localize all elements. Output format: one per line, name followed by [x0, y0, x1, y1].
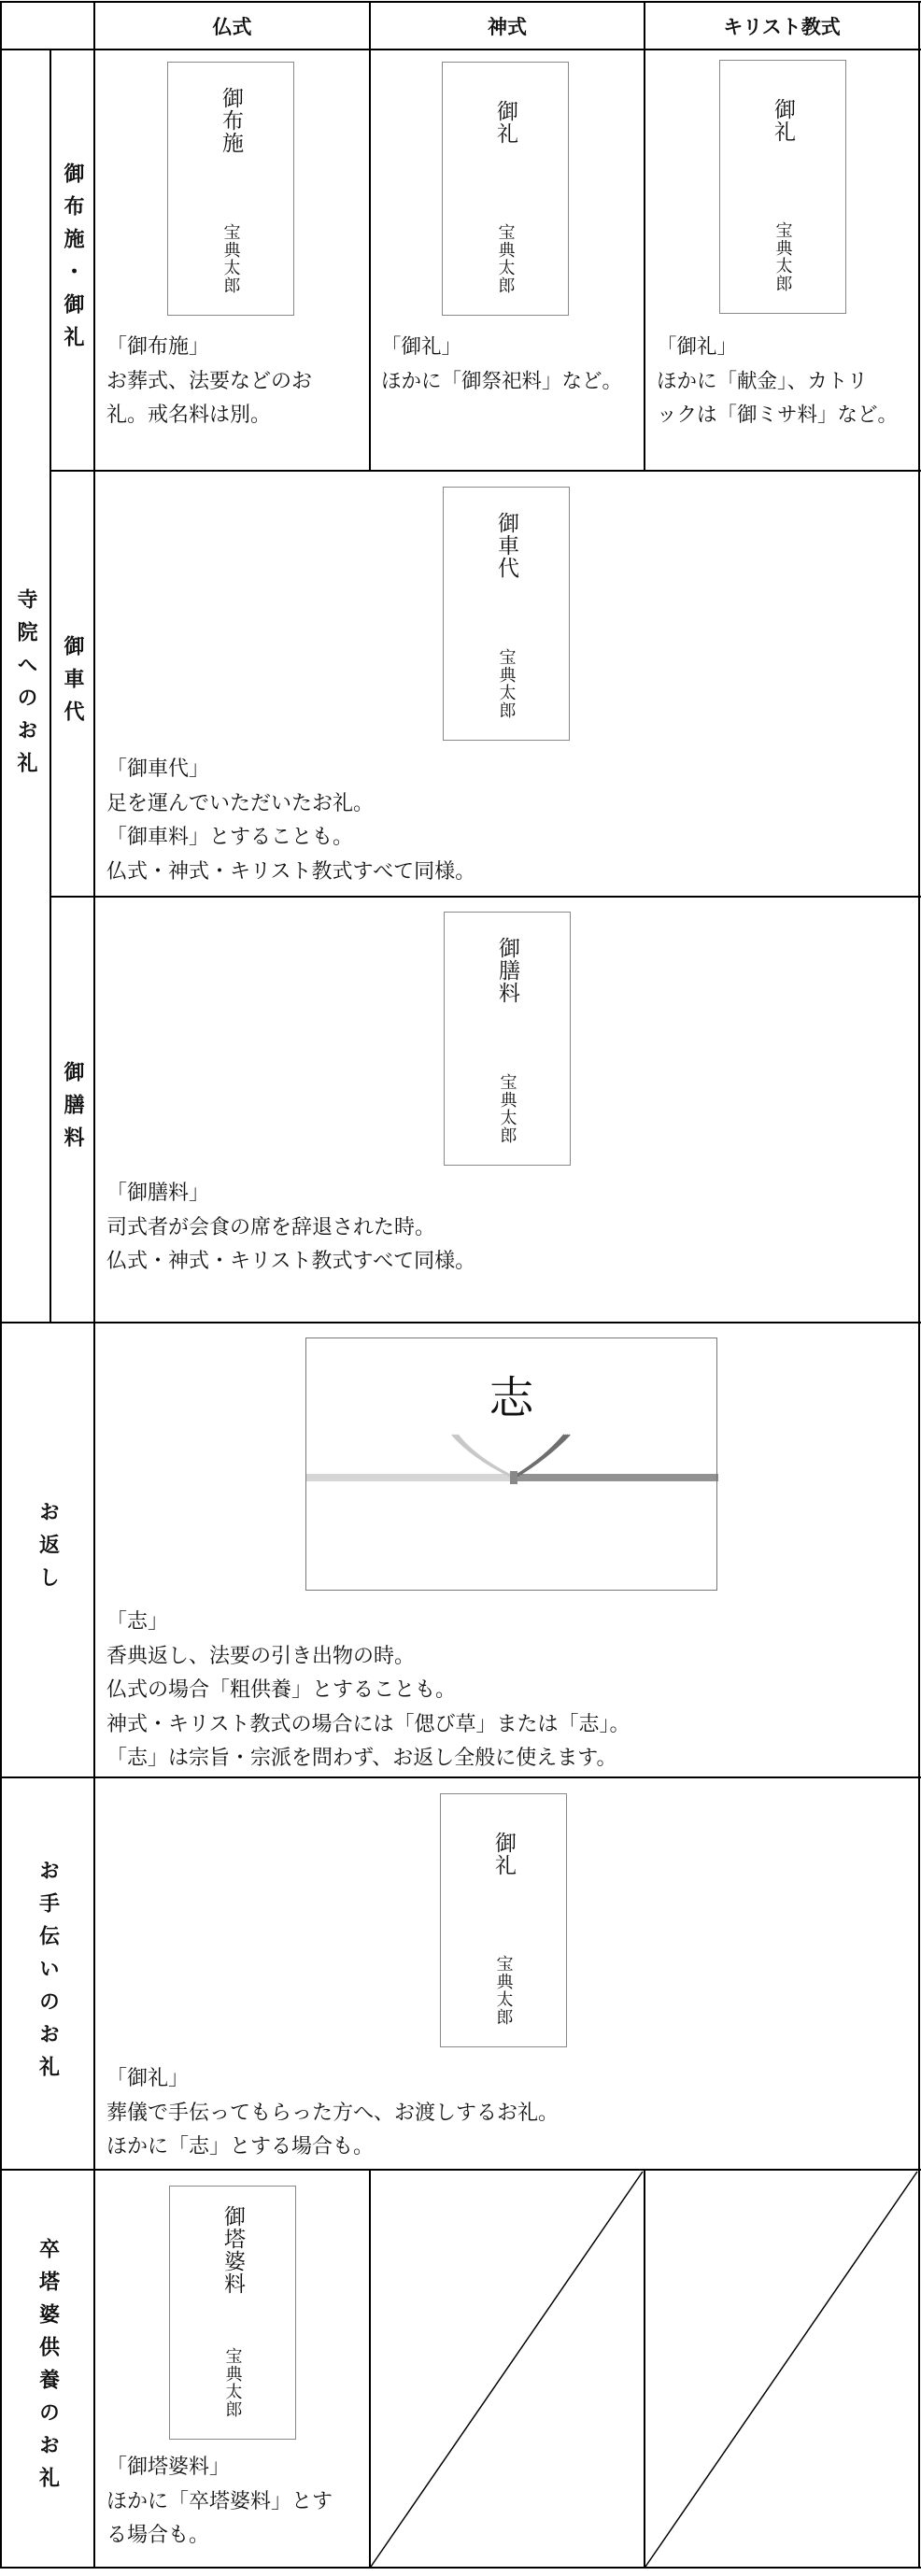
- header-label: 神式: [488, 15, 527, 38]
- envelope-title: 御車代: [494, 512, 518, 579]
- description-line: 礼。戒名料は別。: [106, 403, 272, 427]
- envelope-name: 宝典太郎: [772, 221, 793, 292]
- not-applicable-slash-shinto: [371, 2172, 643, 2567]
- envelope-name: 宝典太郎: [497, 1073, 517, 1144]
- description-line: 葬儀で手伝ってもらった方へ、お渡しするお礼。: [106, 2101, 560, 2125]
- header-label: 仏式: [212, 15, 252, 38]
- envelope-name: 宝典太郎: [222, 2347, 243, 2418]
- description-line: 「御礼」: [381, 335, 462, 359]
- description-line: ックは「御ミサ料」など。: [657, 403, 899, 427]
- row-label-otetsudai: お手伝いのお礼: [35, 1859, 60, 2088]
- description-line: 「御塔婆料」: [106, 2456, 231, 2479]
- envelope-title: 御膳料: [495, 937, 519, 1004]
- envelope-name: 宝典太郎: [220, 223, 241, 294]
- description-line: ほかに「卒塔婆料」とす: [106, 2489, 333, 2513]
- row-label-ofuse: 御布施・御礼: [61, 162, 84, 359]
- envelope-name: 宝典太郎: [495, 223, 516, 294]
- description-line: 足を運んでいただいたお礼。: [106, 791, 375, 815]
- description-line: 「御膳料」: [106, 1182, 210, 1205]
- description-line: 「御車代」: [106, 757, 210, 781]
- row-label-okurumadai: 御車代: [61, 634, 84, 733]
- description-line: 「志」: [106, 1610, 169, 1634]
- noshi-title: 志: [489, 1372, 534, 1424]
- envelope-title: 御礼: [771, 98, 795, 143]
- description-line: お葬式、法要などのお: [106, 369, 313, 393]
- envelope-title: 御布施: [219, 87, 243, 154]
- row-label-okaeshi: お返し: [35, 1501, 60, 1599]
- row-label-sotoba: 卒塔婆供養のお礼: [35, 2238, 60, 2499]
- row-label-ozenryo: 御膳料: [61, 1060, 84, 1159]
- envelope-name: 宝典太郎: [493, 1955, 514, 2026]
- envelope-title: 御礼: [493, 100, 517, 145]
- description-line: る場合も。: [106, 2524, 210, 2547]
- header-label: キリスト教式: [723, 15, 841, 38]
- description-line: ほかに「志」とする場合も。: [106, 2135, 375, 2158]
- not-applicable-slash-christian: [645, 2172, 917, 2567]
- envelope-name: 宝典太郎: [496, 648, 517, 719]
- description-line: ほかに「御祭祀料」など。: [381, 369, 623, 393]
- group-label-temple: 寺院へのお礼: [14, 587, 37, 785]
- description-line: 「御礼」: [106, 2067, 190, 2090]
- description-line: 仏式・神式・キリスト教式すべて同様。: [106, 1250, 476, 1273]
- description-line: 神式・キリスト教式の場合には「偲び草」または「志」。: [106, 1712, 631, 1736]
- description-line: 「御車料」とすることも。: [106, 826, 354, 849]
- description-line: 仏式の場合「粗供養」とすることも。: [106, 1678, 457, 1702]
- description-line: 司式者が会食の席を辞退された時。: [106, 1215, 436, 1239]
- description-line: 「御布施」: [106, 335, 210, 359]
- description-line: 「志」は宗旨・宗派を問わず、お返し全般に使えます。: [106, 1747, 617, 1770]
- description-line: 香典返し、法要の引き出物の時。: [106, 1644, 416, 1668]
- description-line: 仏式・神式・キリスト教式すべて同様。: [106, 859, 476, 884]
- envelope-title: 御礼: [491, 1832, 516, 1876]
- envelope-title: 御塔婆料: [220, 2205, 245, 2295]
- description-line: 「御礼」: [657, 335, 738, 359]
- description-line: ほかに「献金」、カトリ: [657, 369, 868, 393]
